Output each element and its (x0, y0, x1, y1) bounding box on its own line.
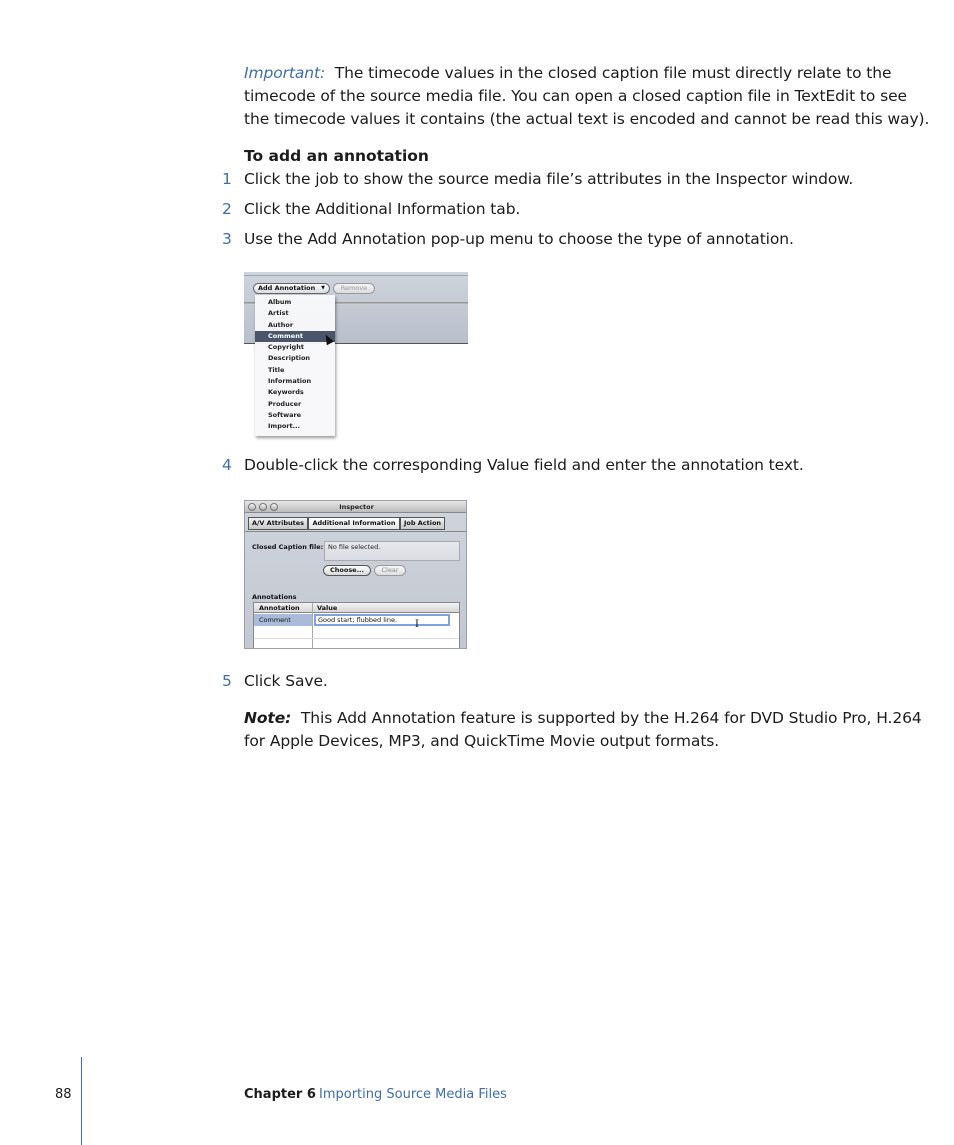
important-label: Important: (244, 64, 326, 82)
title-bar (245, 501, 467, 513)
menu-item-title[interactable]: Title (268, 365, 285, 374)
clear-button[interactable]: Clear (374, 565, 406, 576)
menu-item-copyright[interactable]: Copyright (268, 343, 304, 352)
window-title: Inspector (339, 503, 374, 511)
important-paragraph (244, 62, 929, 131)
chevron-down-icon: ▼ (321, 285, 325, 291)
step-text-2: Click the Additional Information tab. (244, 200, 521, 218)
divider (245, 531, 467, 532)
closed-caption-label: Closed Caption file: (252, 543, 324, 551)
tab-job-action[interactable]: Job Action (400, 517, 445, 530)
divider (254, 638, 459, 639)
important-line-3: the timecode values it contains (the actual text is encoded and cannot be read this way). (244, 110, 930, 128)
step-number-5: 5 (222, 672, 232, 690)
important-line-2: timecode of the source media file. You can open a closed caption file in TextEdit to see (244, 87, 907, 105)
menu-item-import[interactable]: Import... (268, 422, 301, 431)
choose-button[interactable]: Choose... (323, 565, 371, 576)
menu-item-comment[interactable]: Comment (255, 331, 335, 342)
tab-av-attributes[interactable]: A/V Attributes (248, 517, 308, 530)
remove-button[interactable]: Remove (333, 283, 375, 294)
note-line-1: Note: This Add Annotation feature is supported by the H.264 for DVD Studio Pro, H.264 (244, 709, 922, 727)
closed-caption-field: No file selected. (324, 541, 460, 561)
note-line-2: for Apple Devices, MP3, and QuickTime Movie output formats. (244, 732, 720, 750)
menu-item-software[interactable]: Software (268, 410, 302, 419)
step-number-4: 4 (222, 456, 232, 474)
step-number-2: 2 (222, 200, 232, 218)
menu-item-keywords[interactable]: Keywords (268, 388, 304, 397)
text-cursor-icon: I (415, 619, 419, 630)
column-header-value[interactable]: Value (317, 604, 338, 612)
tab-additional-information[interactable]: Additional Information (308, 517, 400, 530)
chapter-title: Importing Source Media Files (319, 1087, 507, 1102)
footer-divider (81, 1057, 82, 1145)
annotation-cell[interactable]: Comment (254, 614, 312, 626)
step-number-3: 3 (222, 230, 232, 248)
step-number-1: 1 (222, 170, 232, 188)
note-paragraph (244, 707, 922, 753)
menu-item-album[interactable]: Album (268, 298, 292, 306)
menu-item-information[interactable]: Information (268, 377, 312, 386)
value-field[interactable]: Good start; flubbed line. (314, 614, 450, 626)
section-heading: To add an annotation (244, 147, 429, 165)
chapter-label: Chapter 6 (244, 1087, 316, 1102)
step-text-4: Double-click the corresponding Value field and enter the annotation text. (244, 456, 804, 474)
page-number: 88 (55, 1087, 72, 1102)
note-label: Note: (244, 709, 292, 727)
annotation-menu-screenshot (244, 272, 468, 436)
step-text-5: Click Save. (244, 672, 328, 690)
column-header-annotation[interactable]: Annotation (259, 604, 300, 612)
annotation-menu (255, 295, 335, 436)
menu-item-artist[interactable]: Artist (268, 309, 289, 318)
annotations-label: Annotations (252, 593, 297, 601)
annotations-table (253, 602, 460, 649)
step-text-3: Use the Add Annotation pop-up menu to choose the type of annotation. (244, 230, 794, 248)
step-text-1: Click the job to show the source media file’s attributes in the Inspector window. (244, 170, 854, 188)
menu-item-producer[interactable]: Producer (268, 399, 302, 408)
table-header (254, 603, 459, 613)
add-annotation-popup[interactable]: Add Annotation ▼ (253, 283, 330, 294)
menu-item-description[interactable]: Description (268, 354, 311, 363)
important-line-1: Important: The timecode values in the closed caption file must directly relate to the (244, 64, 892, 82)
divider (244, 275, 468, 276)
inspector-screenshot (244, 500, 467, 649)
table-row[interactable] (254, 614, 459, 626)
menu-item-author[interactable]: Author (268, 320, 294, 329)
column-divider (312, 603, 313, 649)
